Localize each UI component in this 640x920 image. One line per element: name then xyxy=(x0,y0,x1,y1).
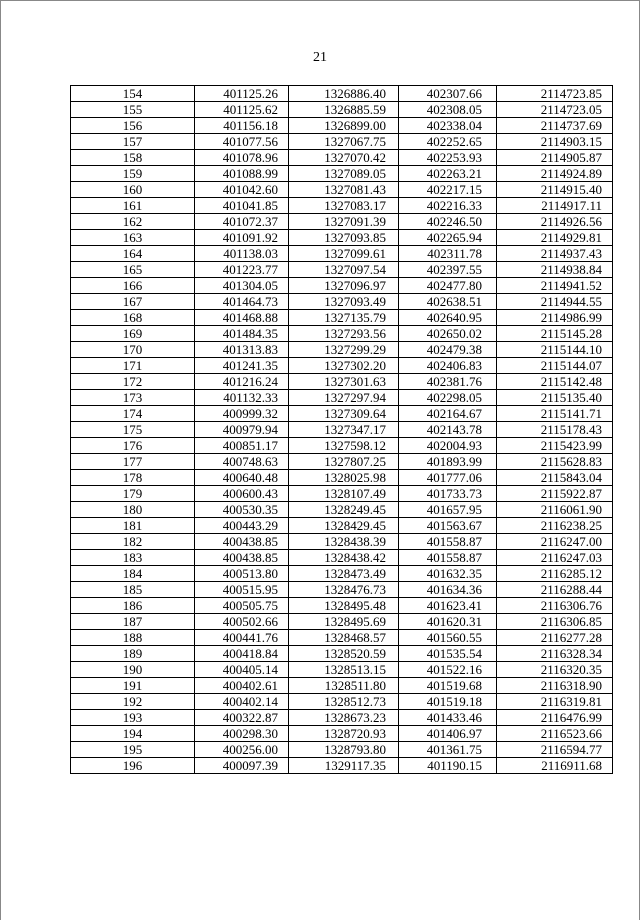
coordinate-y2-cell: 2116306.85 xyxy=(497,614,613,630)
coordinate-x1-cell: 400513.80 xyxy=(195,566,289,582)
coordinate-x2-cell: 401623.41 xyxy=(399,598,497,614)
coordinate-y1-cell: 1327093.49 xyxy=(289,294,399,310)
coordinate-y2-cell: 2116277.28 xyxy=(497,630,613,646)
table-row xyxy=(71,150,613,166)
coordinate-x2-cell: 402252.65 xyxy=(399,134,497,150)
coordinate-x2-cell: 402265.94 xyxy=(399,230,497,246)
coordinate-x2-cell: 401522.16 xyxy=(399,662,497,678)
coordinate-x2-cell: 402638.51 xyxy=(399,294,497,310)
coordinate-y1-cell: 1328476.73 xyxy=(289,582,399,598)
coordinate-y2-cell: 2116247.00 xyxy=(497,534,613,550)
point-number-cell: 179 xyxy=(71,486,195,502)
coordinate-y1-cell: 1328473.49 xyxy=(289,566,399,582)
point-number-cell: 190 xyxy=(71,662,195,678)
point-number-cell: 184 xyxy=(71,566,195,582)
point-number-cell: 162 xyxy=(71,214,195,230)
coordinate-y1-cell: 1327293.56 xyxy=(289,326,399,342)
coordinate-x2-cell: 401406.97 xyxy=(399,726,497,742)
coordinate-y2-cell: 2116328.34 xyxy=(497,646,613,662)
coordinate-x2-cell: 402308.05 xyxy=(399,102,497,118)
coordinate-x1-cell: 400851.17 xyxy=(195,438,289,454)
coordinate-x1-cell: 401091.92 xyxy=(195,230,289,246)
point-number-cell: 182 xyxy=(71,534,195,550)
coordinate-x1-cell: 401468.88 xyxy=(195,310,289,326)
coordinate-x1-cell: 401223.77 xyxy=(195,262,289,278)
coordinate-y1-cell: 1327301.63 xyxy=(289,374,399,390)
table-row xyxy=(71,310,613,326)
table-row xyxy=(71,422,613,438)
point-number-cell: 186 xyxy=(71,598,195,614)
coordinate-y1-cell: 1327093.85 xyxy=(289,230,399,246)
table-row xyxy=(71,294,613,310)
coordinate-y2-cell: 2115145.28 xyxy=(497,326,613,342)
point-number-cell: 176 xyxy=(71,438,195,454)
coordinate-y2-cell: 2115144.10 xyxy=(497,342,613,358)
coordinate-y1-cell: 1327099.61 xyxy=(289,246,399,262)
coordinate-y1-cell: 1327083.17 xyxy=(289,198,399,214)
coordinate-y2-cell: 2114917.11 xyxy=(497,198,613,214)
coordinate-x1-cell: 401313.83 xyxy=(195,342,289,358)
coordinate-x2-cell: 401519.18 xyxy=(399,694,497,710)
coordinate-x2-cell: 401560.55 xyxy=(399,630,497,646)
coordinate-x2-cell: 402311.78 xyxy=(399,246,497,262)
coordinate-y1-cell: 1327081.43 xyxy=(289,182,399,198)
coordinate-x2-cell: 401361.75 xyxy=(399,742,497,758)
point-number-cell: 160 xyxy=(71,182,195,198)
coordinate-y2-cell: 2116319.81 xyxy=(497,694,613,710)
coordinate-y1-cell: 1327302.20 xyxy=(289,358,399,374)
point-number-cell: 178 xyxy=(71,470,195,486)
coordinate-x2-cell: 402217.15 xyxy=(399,182,497,198)
coordinate-x1-cell: 400600.43 xyxy=(195,486,289,502)
table-row xyxy=(71,694,613,710)
table-row xyxy=(71,198,613,214)
coordinate-x2-cell: 402397.55 xyxy=(399,262,497,278)
coordinate-y1-cell: 1327097.54 xyxy=(289,262,399,278)
table-row xyxy=(71,742,613,758)
page-left-border xyxy=(0,0,1,920)
coordinate-x2-cell: 402479.38 xyxy=(399,342,497,358)
coordinate-x1-cell: 401088.99 xyxy=(195,166,289,182)
coordinate-y1-cell: 1326899.00 xyxy=(289,118,399,134)
point-number-cell: 156 xyxy=(71,118,195,134)
table-row xyxy=(71,630,613,646)
point-number-cell: 183 xyxy=(71,550,195,566)
coordinate-y1-cell: 1328513.15 xyxy=(289,662,399,678)
point-number-cell: 196 xyxy=(71,758,195,774)
coordinate-x2-cell: 401632.35 xyxy=(399,566,497,582)
coordinate-y1-cell: 1328107.49 xyxy=(289,486,399,502)
point-number-cell: 174 xyxy=(71,406,195,422)
table-row xyxy=(71,342,613,358)
point-number-cell: 194 xyxy=(71,726,195,742)
table-row xyxy=(71,406,613,422)
coordinate-x2-cell: 402307.66 xyxy=(399,86,497,102)
coordinate-x2-cell: 401558.87 xyxy=(399,550,497,566)
coordinate-y2-cell: 2116320.35 xyxy=(497,662,613,678)
coordinate-y2-cell: 2115628.83 xyxy=(497,454,613,470)
point-number-cell: 169 xyxy=(71,326,195,342)
coordinate-x1-cell: 400979.94 xyxy=(195,422,289,438)
coordinate-x1-cell: 400402.61 xyxy=(195,678,289,694)
coordinate-x1-cell: 400298.30 xyxy=(195,726,289,742)
coordinate-x1-cell: 400640.48 xyxy=(195,470,289,486)
coordinate-x2-cell: 401563.67 xyxy=(399,518,497,534)
table-row xyxy=(71,550,613,566)
coordinate-y2-cell: 2114905.87 xyxy=(497,150,613,166)
coordinate-y2-cell: 2116238.25 xyxy=(497,518,613,534)
coordinate-x2-cell: 401190.15 xyxy=(399,758,497,774)
coordinate-y2-cell: 2116288.44 xyxy=(497,582,613,598)
coordinate-x1-cell: 401241.35 xyxy=(195,358,289,374)
coordinate-y1-cell: 1328429.45 xyxy=(289,518,399,534)
point-number-cell: 166 xyxy=(71,278,195,294)
coordinate-y2-cell: 2116476.99 xyxy=(497,710,613,726)
coordinate-y1-cell: 1327067.75 xyxy=(289,134,399,150)
coordinate-y1-cell: 1327070.42 xyxy=(289,150,399,166)
point-number-cell: 193 xyxy=(71,710,195,726)
table-row xyxy=(71,486,613,502)
coordinate-x1-cell: 401156.18 xyxy=(195,118,289,134)
point-number-cell: 159 xyxy=(71,166,195,182)
coordinate-x1-cell: 400097.39 xyxy=(195,758,289,774)
coordinate-x1-cell: 400322.87 xyxy=(195,710,289,726)
table-row xyxy=(71,374,613,390)
coordinate-y2-cell: 2115843.04 xyxy=(497,470,613,486)
coordinate-x1-cell: 400502.66 xyxy=(195,614,289,630)
coordinate-x1-cell: 400748.63 xyxy=(195,454,289,470)
coordinate-y2-cell: 2114938.84 xyxy=(497,262,613,278)
coordinate-x1-cell: 400256.00 xyxy=(195,742,289,758)
coordinate-y2-cell: 2115135.40 xyxy=(497,390,613,406)
coordinate-y2-cell: 2115922.87 xyxy=(497,486,613,502)
coordinate-x1-cell: 401077.56 xyxy=(195,134,289,150)
coordinate-y1-cell: 1327091.39 xyxy=(289,214,399,230)
coordinate-y2-cell: 2114941.52 xyxy=(497,278,613,294)
coordinate-y2-cell: 2114915.40 xyxy=(497,182,613,198)
point-number-cell: 167 xyxy=(71,294,195,310)
coordinate-y1-cell: 1329117.35 xyxy=(289,758,399,774)
table-row xyxy=(71,262,613,278)
table-row xyxy=(71,534,613,550)
table-row xyxy=(71,678,613,694)
coordinate-x1-cell: 401484.35 xyxy=(195,326,289,342)
coordinate-x2-cell: 402338.04 xyxy=(399,118,497,134)
coordinate-x1-cell: 401464.73 xyxy=(195,294,289,310)
coordinate-y2-cell: 2115423.99 xyxy=(497,438,613,454)
table-row xyxy=(71,358,613,374)
coordinate-x1-cell: 400443.29 xyxy=(195,518,289,534)
point-number-cell: 158 xyxy=(71,150,195,166)
coordinate-x1-cell: 400438.85 xyxy=(195,534,289,550)
coordinate-x1-cell: 400515.95 xyxy=(195,582,289,598)
coordinate-x1-cell: 400999.32 xyxy=(195,406,289,422)
coordinate-x1-cell: 401216.24 xyxy=(195,374,289,390)
coordinate-y1-cell: 1328025.98 xyxy=(289,470,399,486)
table-row xyxy=(71,390,613,406)
table-row xyxy=(71,102,613,118)
coordinate-x2-cell: 401519.68 xyxy=(399,678,497,694)
table-row xyxy=(71,182,613,198)
coordinate-x1-cell: 401304.05 xyxy=(195,278,289,294)
coordinate-y2-cell: 2114737.69 xyxy=(497,118,613,134)
coordinate-y1-cell: 1327089.05 xyxy=(289,166,399,182)
coordinate-x2-cell: 401558.87 xyxy=(399,534,497,550)
coordinate-x2-cell: 402216.33 xyxy=(399,198,497,214)
table-row xyxy=(71,134,613,150)
coordinate-y2-cell: 2114924.89 xyxy=(497,166,613,182)
coordinate-y2-cell: 2114944.55 xyxy=(497,294,613,310)
coordinate-y1-cell: 1327135.79 xyxy=(289,310,399,326)
coordinate-x2-cell: 401733.73 xyxy=(399,486,497,502)
coordinate-x2-cell: 401433.46 xyxy=(399,710,497,726)
coordinate-x2-cell: 402650.02 xyxy=(399,326,497,342)
point-number-cell: 154 xyxy=(71,86,195,102)
table-row xyxy=(71,326,613,342)
coordinate-x1-cell: 401042.60 xyxy=(195,182,289,198)
table-row xyxy=(71,246,613,262)
coordinate-x1-cell: 401041.85 xyxy=(195,198,289,214)
coordinate-x2-cell: 402004.93 xyxy=(399,438,497,454)
coordinate-y2-cell: 2116061.90 xyxy=(497,502,613,518)
coordinate-y2-cell: 2114986.99 xyxy=(497,310,613,326)
table-row xyxy=(71,710,613,726)
table-row xyxy=(71,502,613,518)
page-top-border xyxy=(0,0,640,1)
coordinates-table-body xyxy=(71,86,613,774)
point-number-cell: 175 xyxy=(71,422,195,438)
point-number-cell: 173 xyxy=(71,390,195,406)
coordinate-y1-cell: 1328720.93 xyxy=(289,726,399,742)
table-row xyxy=(71,566,613,582)
point-number-cell: 181 xyxy=(71,518,195,534)
table-row xyxy=(71,438,613,454)
coordinate-y1-cell: 1327807.25 xyxy=(289,454,399,470)
coordinate-x1-cell: 400405.14 xyxy=(195,662,289,678)
coordinate-y2-cell: 2116523.66 xyxy=(497,726,613,742)
table-row xyxy=(71,454,613,470)
coordinate-x1-cell: 401138.03 xyxy=(195,246,289,262)
coordinate-y1-cell: 1328520.59 xyxy=(289,646,399,662)
point-number-cell: 177 xyxy=(71,454,195,470)
coordinate-x1-cell: 401072.37 xyxy=(195,214,289,230)
coordinate-x1-cell: 400505.75 xyxy=(195,598,289,614)
point-number-cell: 195 xyxy=(71,742,195,758)
coordinate-y1-cell: 1328512.73 xyxy=(289,694,399,710)
coordinate-x2-cell: 402381.76 xyxy=(399,374,497,390)
coordinate-x2-cell: 401620.31 xyxy=(399,614,497,630)
coordinate-y2-cell: 2115178.43 xyxy=(497,422,613,438)
coordinate-y1-cell: 1327598.12 xyxy=(289,438,399,454)
coordinate-y1-cell: 1328673.23 xyxy=(289,710,399,726)
coordinate-y1-cell: 1328495.48 xyxy=(289,598,399,614)
coordinate-y1-cell: 1328495.69 xyxy=(289,614,399,630)
coordinate-y2-cell: 2114926.56 xyxy=(497,214,613,230)
point-number-cell: 188 xyxy=(71,630,195,646)
table-row xyxy=(71,118,613,134)
coordinate-y1-cell: 1328793.80 xyxy=(289,742,399,758)
coordinate-y1-cell: 1327299.29 xyxy=(289,342,399,358)
point-number-cell: 189 xyxy=(71,646,195,662)
point-number-cell: 171 xyxy=(71,358,195,374)
table-row xyxy=(71,726,613,742)
point-number-cell: 168 xyxy=(71,310,195,326)
coordinate-x1-cell: 400441.76 xyxy=(195,630,289,646)
coordinate-x2-cell: 402143.78 xyxy=(399,422,497,438)
table-row xyxy=(71,662,613,678)
table-row xyxy=(71,230,613,246)
page-number: 21 xyxy=(313,50,327,65)
coordinate-x1-cell: 401125.26 xyxy=(195,86,289,102)
table-row xyxy=(71,86,613,102)
table-row xyxy=(71,166,613,182)
coordinate-y1-cell: 1326885.59 xyxy=(289,102,399,118)
point-number-cell: 163 xyxy=(71,230,195,246)
coordinate-x1-cell: 401132.33 xyxy=(195,390,289,406)
table-row xyxy=(71,758,613,774)
coordinates-table xyxy=(70,85,613,774)
coordinate-y2-cell: 2115142.48 xyxy=(497,374,613,390)
coordinate-y1-cell: 1328511.80 xyxy=(289,678,399,694)
coordinate-x1-cell: 400402.14 xyxy=(195,694,289,710)
coordinate-x2-cell: 402298.05 xyxy=(399,390,497,406)
coordinate-y1-cell: 1327096.97 xyxy=(289,278,399,294)
point-number-cell: 192 xyxy=(71,694,195,710)
point-number-cell: 191 xyxy=(71,678,195,694)
point-number-cell: 180 xyxy=(71,502,195,518)
coordinate-x2-cell: 402253.93 xyxy=(399,150,497,166)
table-row xyxy=(71,214,613,230)
coordinate-y1-cell: 1328249.45 xyxy=(289,502,399,518)
table-row xyxy=(71,646,613,662)
coordinate-y2-cell: 2116318.90 xyxy=(497,678,613,694)
coordinate-x1-cell: 400530.35 xyxy=(195,502,289,518)
coordinate-y1-cell: 1328438.39 xyxy=(289,534,399,550)
coordinate-x2-cell: 401634.36 xyxy=(399,582,497,598)
point-number-cell: 170 xyxy=(71,342,195,358)
coordinate-y2-cell: 2116306.76 xyxy=(497,598,613,614)
point-number-cell: 172 xyxy=(71,374,195,390)
coordinate-x2-cell: 401657.95 xyxy=(399,502,497,518)
coordinate-x1-cell: 400438.85 xyxy=(195,550,289,566)
coordinate-x1-cell: 400418.84 xyxy=(195,646,289,662)
coordinate-x2-cell: 402640.95 xyxy=(399,310,497,326)
coordinate-y1-cell: 1328438.42 xyxy=(289,550,399,566)
coordinate-x2-cell: 402263.21 xyxy=(399,166,497,182)
coordinate-y1-cell: 1326886.40 xyxy=(289,86,399,102)
table-row xyxy=(71,470,613,486)
coordinate-y2-cell: 2114903.15 xyxy=(497,134,613,150)
coordinate-x1-cell: 401125.62 xyxy=(195,102,289,118)
coordinate-y2-cell: 2114937.43 xyxy=(497,246,613,262)
table-row xyxy=(71,614,613,630)
coordinate-y1-cell: 1327297.94 xyxy=(289,390,399,406)
coordinate-x2-cell: 401535.54 xyxy=(399,646,497,662)
coordinate-y2-cell: 2116285.12 xyxy=(497,566,613,582)
table-row xyxy=(71,582,613,598)
coordinate-x2-cell: 402406.83 xyxy=(399,358,497,374)
coordinate-x2-cell: 402246.50 xyxy=(399,214,497,230)
coordinate-y2-cell: 2114929.81 xyxy=(497,230,613,246)
coordinate-x2-cell: 402477.80 xyxy=(399,278,497,294)
coordinate-y1-cell: 1327309.64 xyxy=(289,406,399,422)
point-number-cell: 185 xyxy=(71,582,195,598)
coordinate-y2-cell: 2116247.03 xyxy=(497,550,613,566)
point-number-cell: 155 xyxy=(71,102,195,118)
coordinate-x2-cell: 402164.67 xyxy=(399,406,497,422)
point-number-cell: 165 xyxy=(71,262,195,278)
point-number-cell: 187 xyxy=(71,614,195,630)
coordinate-y2-cell: 2116594.77 xyxy=(497,742,613,758)
coordinate-y2-cell: 2116911.68 xyxy=(497,758,613,774)
point-number-cell: 161 xyxy=(71,198,195,214)
table-row xyxy=(71,598,613,614)
table-row xyxy=(71,278,613,294)
coordinate-y1-cell: 1328468.57 xyxy=(289,630,399,646)
point-number-cell: 164 xyxy=(71,246,195,262)
coordinate-y2-cell: 2115144.07 xyxy=(497,358,613,374)
coordinate-y1-cell: 1327347.17 xyxy=(289,422,399,438)
coordinate-y2-cell: 2114723.05 xyxy=(497,102,613,118)
coordinate-x2-cell: 401777.06 xyxy=(399,470,497,486)
coordinate-y2-cell: 2115141.71 xyxy=(497,406,613,422)
table-row xyxy=(71,518,613,534)
coordinate-y2-cell: 2114723.85 xyxy=(497,86,613,102)
coordinate-x1-cell: 401078.96 xyxy=(195,150,289,166)
coordinate-x2-cell: 401893.99 xyxy=(399,454,497,470)
point-number-cell: 157 xyxy=(71,134,195,150)
coordinates-table-container xyxy=(70,85,613,774)
